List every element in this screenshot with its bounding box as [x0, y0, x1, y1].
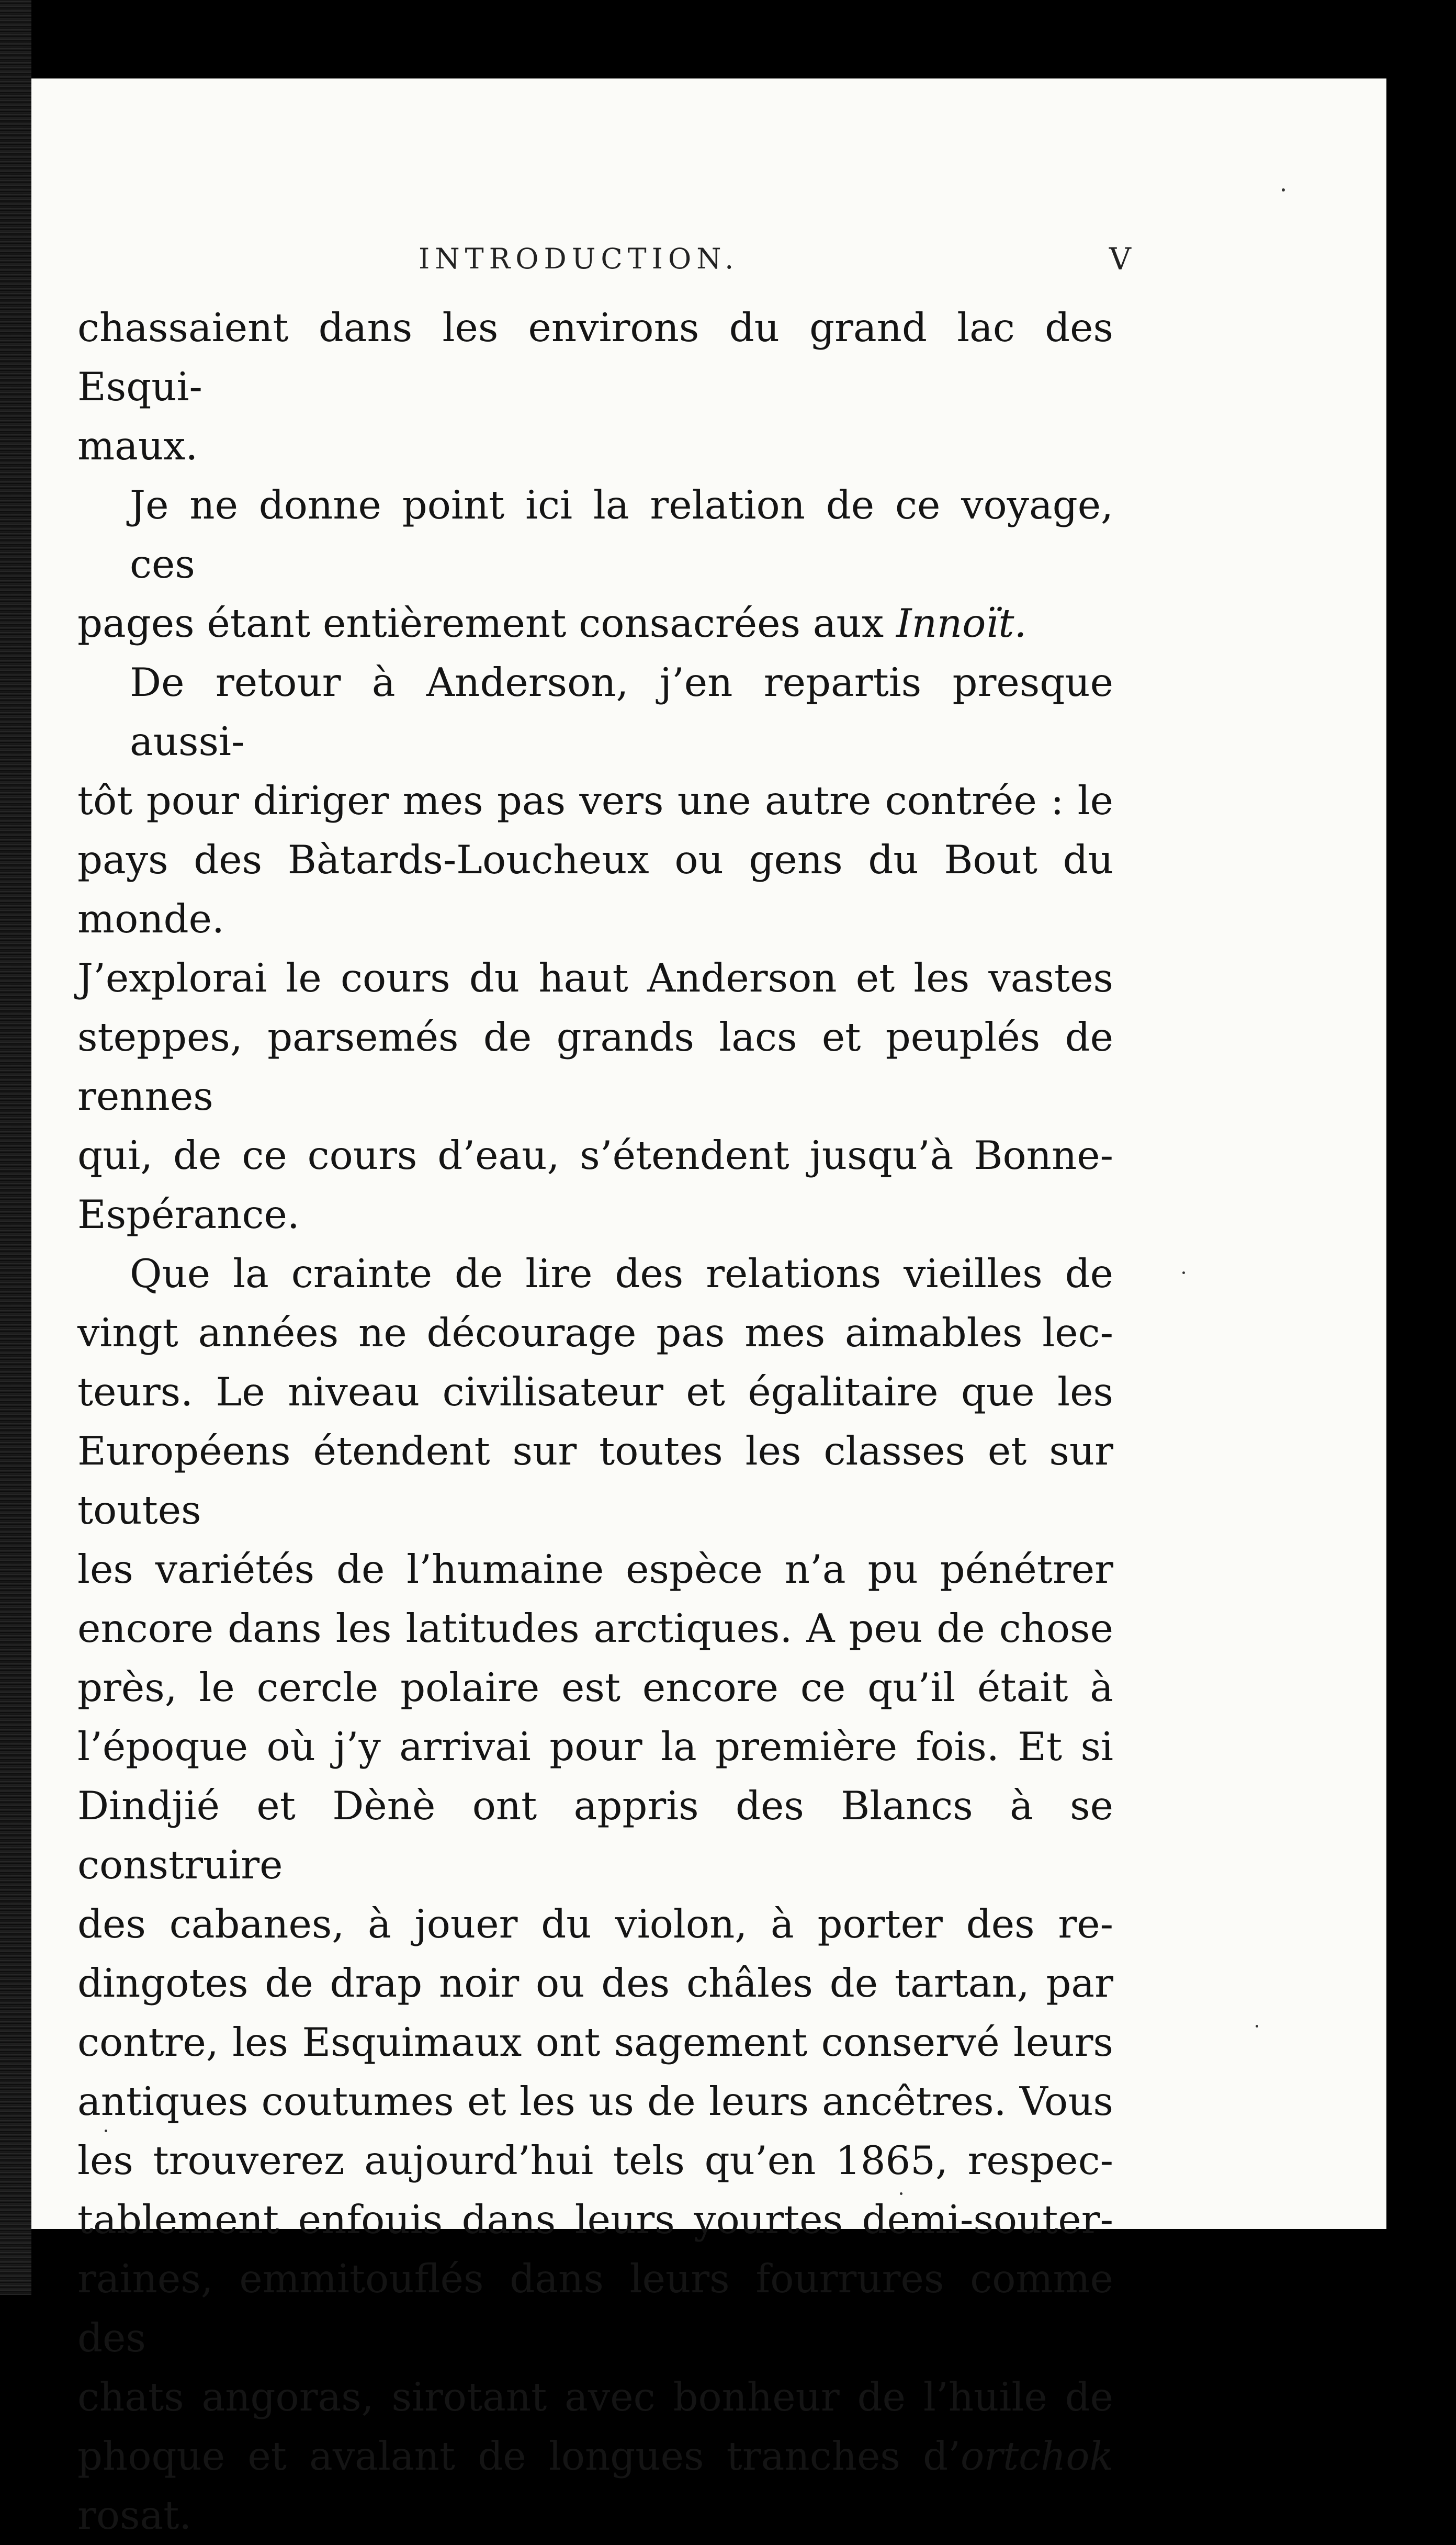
text-line: raines, emmitouflés dans leurs fourrures comme des — [77, 2256, 1113, 2361]
text-line: vingt années ne décourage pas mes aimables lec- — [77, 1310, 1113, 1356]
book-page — [31, 78, 1386, 2538]
running-head — [31, 230, 1261, 288]
text-line: tôt pour diriger mes pas vers une autre contrée : le — [77, 778, 1113, 824]
text-line: chassaient dans les environs du grand lac des Esqui- — [77, 305, 1113, 410]
italic-term: ortchok — [960, 2433, 1113, 2479]
text-line: teurs. Le niveau civilisateur et égalitaire que les — [77, 1369, 1113, 1415]
text-line: J’explorai le cours du haut Anderson et les vastes — [77, 955, 1113, 1001]
italic-term: Innoït. — [896, 600, 1027, 646]
text-line: Que la crainte de lire des relations vieilles de — [130, 1251, 1113, 1297]
text-line: Européens étendent sur toutes les classes et sur toutes — [77, 1428, 1113, 1533]
scan-speck — [105, 2130, 107, 2132]
text-line: près, le cercle polaire est encore ce qu’il était à — [77, 1664, 1113, 1710]
text-line: chats angoras, sirotant avec bonheur de l’huile de — [77, 2374, 1113, 2420]
paragraph — [77, 653, 1113, 1244]
text-line: Je ne donne point ici la relation de ce voyage, ces — [130, 482, 1113, 587]
paragraph — [77, 476, 1113, 653]
text-line: Dindjié et Dènè ont appris des Blancs à se construire — [77, 1783, 1113, 1888]
text-line: antiques coutumes et les us de leurs ancêtres. Vous — [77, 2078, 1113, 2124]
text-line: Espérance. — [77, 1191, 300, 1237]
page-number: V — [1109, 241, 1131, 277]
text-line: qui, de ce cours d’eau, s’étendent jusqu’à Bonne- — [77, 1132, 1113, 1178]
scan-speck — [900, 2192, 902, 2195]
paragraph — [77, 298, 1113, 476]
text-line: les trouverez aujourd’hui tels qu’en 1865, respec- — [77, 2137, 1113, 2183]
scan-speck — [1256, 2025, 1258, 2028]
text-line: dingotes de drap noir ou des châles de tartan, par — [77, 1960, 1113, 2006]
text-line: De retour à Anderson, j’en repartis presque aussi- — [130, 659, 1113, 764]
text-line: phoque et avalant de longues tranches d’ortchok rosat. — [77, 2433, 1113, 2538]
scan-edge-shadow — [0, 0, 31, 2295]
text-line: steppes, parsemés de grands lacs et peuplés de rennes — [77, 1014, 1113, 1119]
scan-speck — [1182, 1271, 1185, 1274]
text-line: maux. — [77, 423, 198, 469]
body-text — [77, 298, 1113, 2545]
running-head-title: INTRODUCTION. — [419, 242, 739, 275]
text-line: pages étant entièrement consacrées aux Innoït. — [77, 600, 1027, 646]
scan-speck — [1282, 188, 1285, 192]
text-line: tablement enfouis dans leurs yourtes demi-souter- — [77, 2197, 1113, 2243]
text-line: contre, les Esquimaux ont sagement conservé leurs — [77, 2019, 1113, 2065]
text-line: des cabanes, à jouer du violon, à porter des re- — [77, 1901, 1113, 1947]
text-line: pays des Bàtards-Loucheux ou gens du Bout du monde. — [77, 837, 1113, 942]
paragraph — [77, 1244, 1113, 2545]
text-line: les variétés de l’humaine espèce n’a pu pénétrer — [77, 1546, 1113, 1592]
text-line: encore dans les latitudes arctiques. A peu de chose — [77, 1605, 1113, 1651]
text-line: l’époque où j’y arrivai pour la première fois. Et si — [77, 1724, 1113, 1770]
